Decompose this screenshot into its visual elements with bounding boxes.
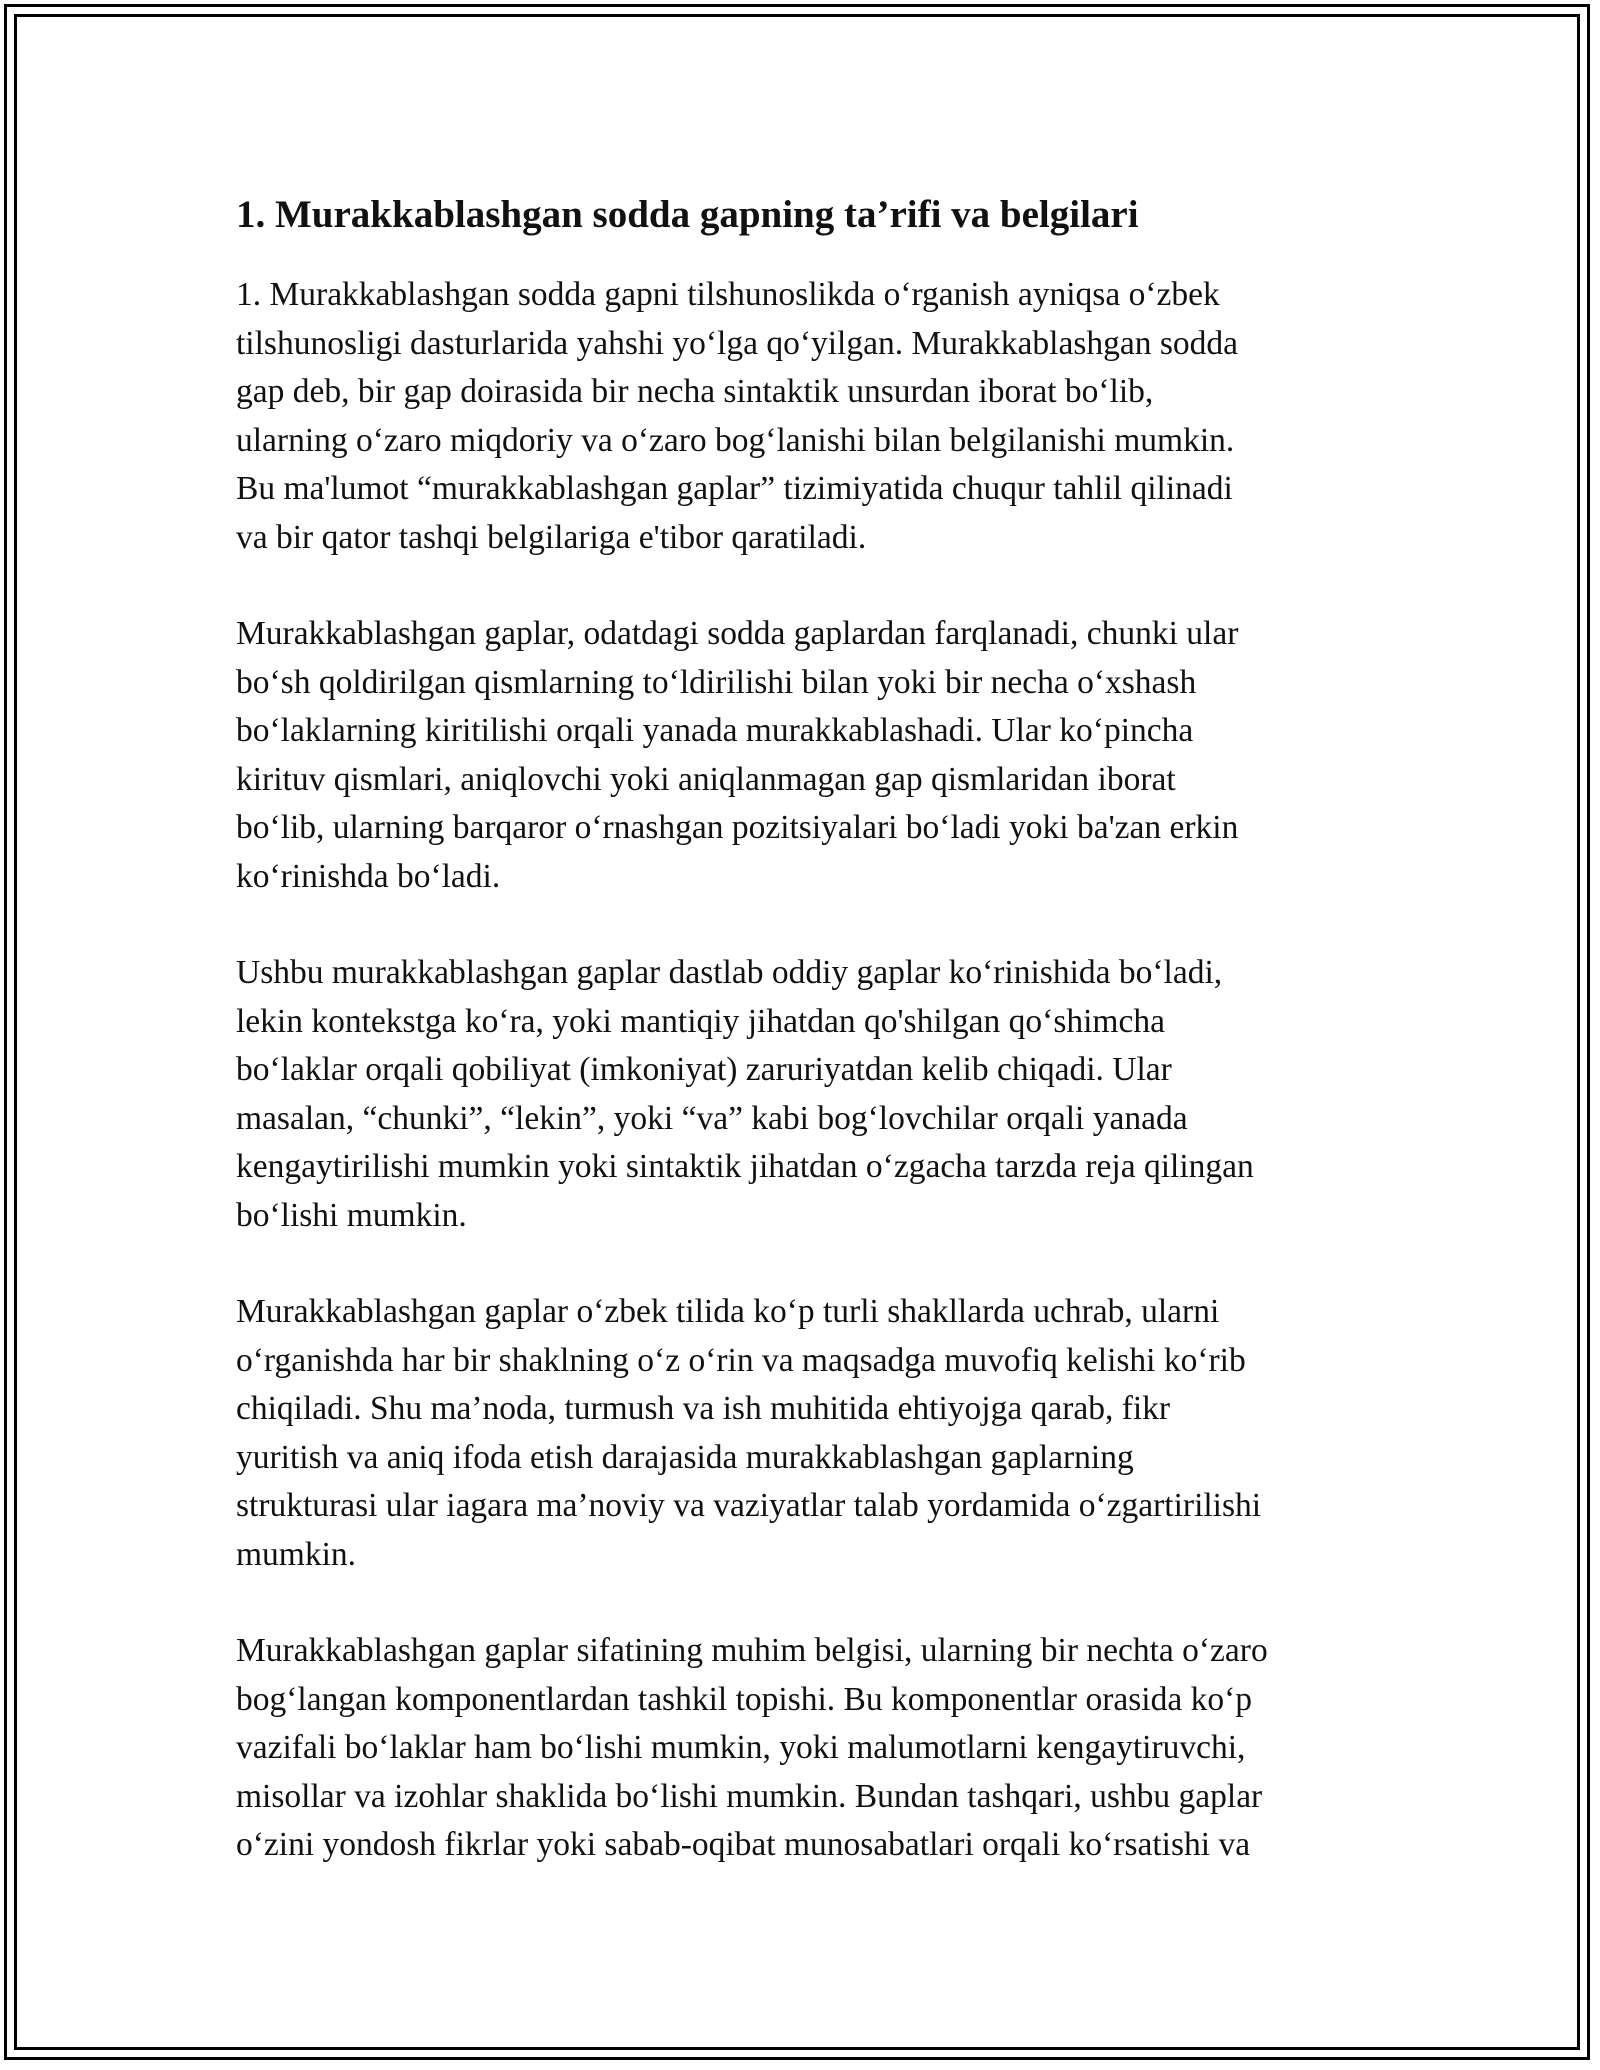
paragraph-5 xyxy=(236,1627,1386,1870)
text-line: Murakkablashgan gaplar o‘zbek tilida ko‘p turli shakllarda uchrab, ularni xyxy=(236,1293,1220,1330)
text-line: yuritish va aniq ifoda etish darajasida murakkablashgan gaplarning xyxy=(236,1438,1134,1476)
text-line: misollar va izohlar shaklida bo‘lishi mumkin. Bundan tashqari, ushbu gaplar xyxy=(236,1777,1263,1815)
text-line: Murakkablashgan gaplar sifatining muhim belgisi, ularning bir nechta o‘zaro xyxy=(236,1632,1268,1669)
text-line: bo‘lishi mumkin. xyxy=(236,1196,467,1234)
paragraph-4 xyxy=(236,1288,1386,1579)
text-line: kirituv qismlari, aniqlovchi yoki aniqlanmagan gap qismlaridan iborat xyxy=(236,760,1176,798)
text-line: Murakkablashgan gaplar, odatdagi sodda gaplardan farqlanadi, chunki ular xyxy=(236,615,1239,652)
text-line: Bu ma'lumot “murakkablashgan gaplar” tizimiyatida chuqur tahlil qilinadi xyxy=(236,470,1233,507)
text-line: bo‘sh qoldirilgan qismlarning to‘ldirilishi bilan yoki bir necha o‘xshash xyxy=(236,663,1197,701)
text-line: bo‘lib, ularning barqaror o‘rnashgan pozitsiyalari bo‘ladi yoki ba'zan erkin xyxy=(236,809,1239,846)
text-line: Ushbu murakkablashgan gaplar dastlab oddiy gaplar ko‘rinishida bo‘ladi, xyxy=(236,954,1223,991)
text-line: bo‘laklar orqali qobiliyat (imkoniyat) zaruriyatdan kelib chiqadi. Ular xyxy=(236,1051,1172,1088)
text-line: tilshunosligi dasturlarida yahshi yo‘lga qo‘yilgan. Murakkablashgan sodda xyxy=(236,324,1239,362)
document-body xyxy=(236,185,1386,1918)
text-line: lekin kontekstga ko‘ra, yoki mantiqiy jihatdan qo'shilgan qo‘shimcha xyxy=(236,1002,1165,1040)
text-line: gap deb, bir gap doirasida bir necha sintaktik unsurdan iborat bo‘lib, xyxy=(236,373,1154,410)
text-line: bog‘langan komponentlardan tashkil topishi. Bu komponentlar orasida ko‘p xyxy=(236,1680,1252,1718)
text-line: va bir qator tashqi belgilariga e'tibor qaratiladi. xyxy=(236,518,867,556)
text-line: strukturasi ular iagara ma’noviy va vaziyatlar talab yordamida o‘zgartirilishi xyxy=(236,1487,1262,1524)
text-line: o‘rganishda har bir shaklning o‘z o‘rin va maqsadga muvofiq kelishi ko‘rib xyxy=(236,1341,1246,1379)
paragraph-1 xyxy=(236,271,1386,562)
text-line: o‘zini yondosh fikrlar yoki sabab-oqibat munosabatlari orqali ko‘rsatishi va xyxy=(236,1826,1251,1863)
text-line: ko‘rinishda bo‘ladi. xyxy=(236,857,501,895)
text-line: bo‘laklarning kiritilishi orqali yanada murakkablashadi. Ular ko‘pincha xyxy=(236,712,1194,749)
section-heading: 1. Murakkablashgan sodda gapning ta’rifi va belgilari xyxy=(236,193,1139,236)
paragraph-2 xyxy=(236,610,1386,901)
text-line: kengaytirilishi mumkin yoki sintaktik jihatdan o‘zgacha tarzda reja qilingan xyxy=(236,1148,1254,1185)
text-line: vazifali bo‘laklar ham bo‘lishi mumkin, yoki malumotlarni kengaytiruvchi, xyxy=(236,1729,1246,1766)
text-line: chiqiladi. Shu ma’noda, turmush va ish muhitida ehtiyojga qarab, fikr xyxy=(236,1390,1171,1427)
paragraph-3 xyxy=(236,949,1386,1240)
text-line: masalan, “chunki”, “lekin”, yoki “va” kabi bog‘lovchilar orqali yanada xyxy=(236,1099,1188,1137)
text-line: 1. Murakkablashgan sodda gapni tilshunoslikda o‘rganish ayniqsa o‘zbek xyxy=(236,276,1220,313)
text-line: ularning o‘zaro miqdoriy va o‘zaro bog‘lanishi bilan belgilanishi mumkin. xyxy=(236,421,1235,459)
text-line: mumkin. xyxy=(236,1535,357,1573)
